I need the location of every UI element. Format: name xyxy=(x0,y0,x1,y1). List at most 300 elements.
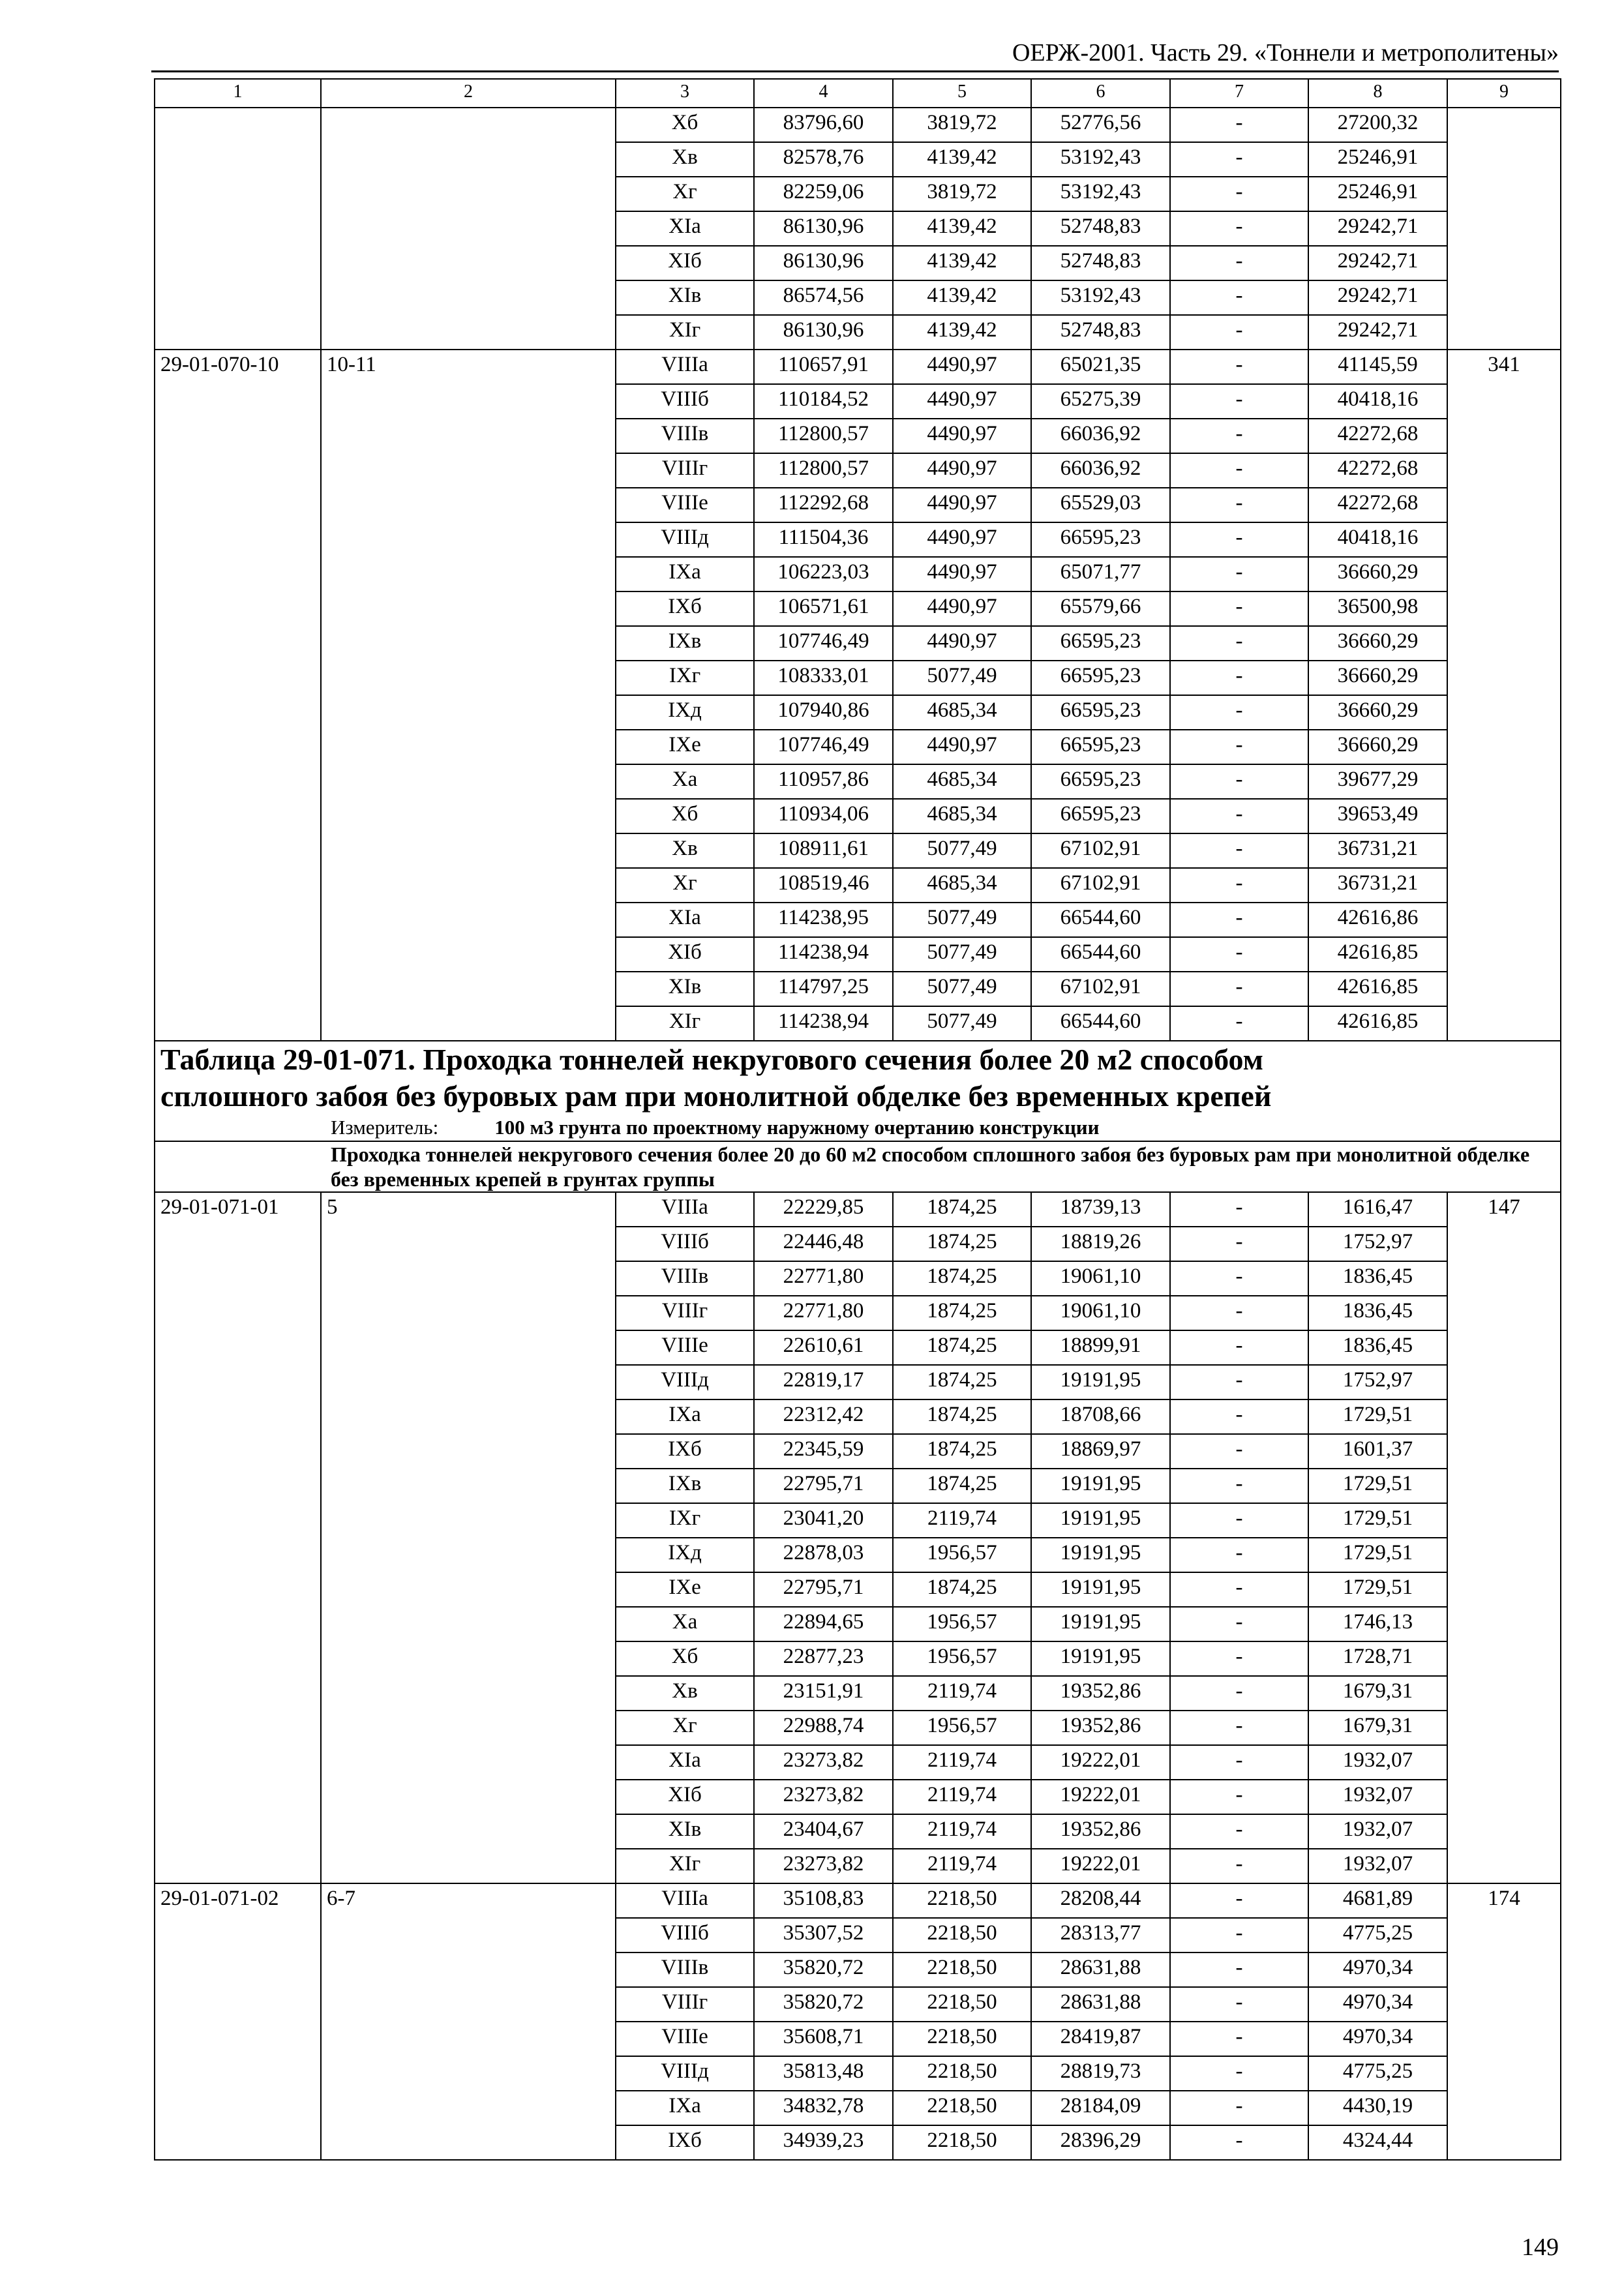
value-cell: 66595,23 xyxy=(1031,661,1170,695)
value-cell: - xyxy=(1170,1538,1308,1572)
table-row xyxy=(155,1192,1561,1227)
value-cell: - xyxy=(1170,2056,1308,2091)
value-cell: - xyxy=(1170,1572,1308,1607)
value-cell: 4430,19 xyxy=(1308,2091,1447,2125)
code-cell: 29-01-071-02 xyxy=(155,1883,321,2160)
value-cell: 2119,74 xyxy=(893,1745,1031,1780)
value-cell: 66595,23 xyxy=(1031,695,1170,730)
value-cell: 40418,16 xyxy=(1308,522,1447,557)
value-cell: - xyxy=(1170,211,1308,246)
value-cell: - xyxy=(1170,695,1308,730)
value-cell: - xyxy=(1170,1434,1308,1469)
value-cell: 1932,07 xyxy=(1308,1849,1447,1883)
value-cell: VIIIв xyxy=(616,1261,754,1296)
value-cell: XIг xyxy=(616,1006,754,1041)
value-cell: 4681,89 xyxy=(1308,1883,1447,1918)
value-cell: Ха xyxy=(616,764,754,799)
value-cell: - xyxy=(1170,1192,1308,1227)
value-cell: 1874,25 xyxy=(893,1261,1031,1296)
value-cell: 106223,03 xyxy=(754,557,893,591)
value-cell: 52748,83 xyxy=(1031,211,1170,246)
value-cell: VIIIг xyxy=(616,1296,754,1330)
table-title-row xyxy=(155,1041,1561,1141)
code-cell: 29-01-070-10 xyxy=(155,350,321,1041)
value-cell: VIIIа xyxy=(616,1883,754,1918)
value-cell: 66544,60 xyxy=(1031,903,1170,937)
col9-cell: 147 xyxy=(1447,1192,1561,1883)
column-number: 7 xyxy=(1170,79,1308,108)
value-cell: XIа xyxy=(616,211,754,246)
value-cell: 110184,52 xyxy=(754,384,893,419)
value-cell: VIIIб xyxy=(616,1227,754,1261)
value-cell: 108333,01 xyxy=(754,661,893,695)
value-cell: - xyxy=(1170,799,1308,833)
value-cell: - xyxy=(1170,246,1308,280)
value-cell: 2119,74 xyxy=(893,1503,1031,1538)
value-cell: 5077,49 xyxy=(893,937,1031,972)
value-cell: 4139,42 xyxy=(893,211,1031,246)
value-cell: - xyxy=(1170,1399,1308,1434)
value-cell: 1601,37 xyxy=(1308,1434,1447,1469)
value-cell: 2218,50 xyxy=(893,1883,1031,1918)
value-cell: 29242,71 xyxy=(1308,211,1447,246)
value-cell: 42272,68 xyxy=(1308,453,1447,488)
value-cell: 23151,91 xyxy=(754,1676,893,1711)
value-cell: - xyxy=(1170,2125,1308,2160)
value-cell: 1956,57 xyxy=(893,1607,1031,1641)
value-cell: IXг xyxy=(616,1503,754,1538)
value-cell: 4139,42 xyxy=(893,315,1031,350)
value-cell: 28184,09 xyxy=(1031,2091,1170,2125)
value-cell: IXе xyxy=(616,1572,754,1607)
value-cell: 5077,49 xyxy=(893,903,1031,937)
value-cell: 1729,51 xyxy=(1308,1469,1447,1503)
value-cell: Хв xyxy=(616,142,754,177)
table-row xyxy=(155,350,1561,384)
value-cell: 36731,21 xyxy=(1308,868,1447,903)
value-cell: 42616,85 xyxy=(1308,937,1447,972)
value-cell: 4490,97 xyxy=(893,522,1031,557)
value-cell: 4970,34 xyxy=(1308,1952,1447,1987)
value-cell: 1728,71 xyxy=(1308,1641,1447,1676)
value-cell: 22795,71 xyxy=(754,1572,893,1607)
value-cell: - xyxy=(1170,384,1308,419)
value-cell: 53192,43 xyxy=(1031,280,1170,315)
value-cell: 29242,71 xyxy=(1308,246,1447,280)
value-cell: 1956,57 xyxy=(893,1538,1031,1572)
value-cell: 19222,01 xyxy=(1031,1745,1170,1780)
value-cell: 23404,67 xyxy=(754,1814,893,1849)
value-cell: 3819,72 xyxy=(893,177,1031,211)
value-cell: - xyxy=(1170,661,1308,695)
value-cell: IXа xyxy=(616,557,754,591)
value-cell: IXа xyxy=(616,1399,754,1434)
value-cell: 22345,59 xyxy=(754,1434,893,1469)
value-cell: 42616,86 xyxy=(1308,903,1447,937)
value-cell: 19191,95 xyxy=(1031,1365,1170,1399)
value-cell: 28631,88 xyxy=(1031,1952,1170,1987)
value-cell: 4490,97 xyxy=(893,453,1031,488)
value-cell: 5077,49 xyxy=(893,1006,1031,1041)
rates-table xyxy=(154,78,1561,2161)
value-cell: VIIIв xyxy=(616,419,754,453)
value-cell: VIIIе xyxy=(616,1330,754,1365)
value-cell: 83796,60 xyxy=(754,108,893,142)
value-cell: 2218,50 xyxy=(893,2022,1031,2056)
value-cell: 4685,34 xyxy=(893,868,1031,903)
value-cell: 42272,68 xyxy=(1308,488,1447,522)
value-cell: 66544,60 xyxy=(1031,1006,1170,1041)
value-cell: IXб xyxy=(616,591,754,626)
value-cell: 23273,82 xyxy=(754,1745,893,1780)
value-cell: VIIIб xyxy=(616,384,754,419)
value-cell: 86574,56 xyxy=(754,280,893,315)
value-cell: - xyxy=(1170,903,1308,937)
value-cell: 52776,56 xyxy=(1031,108,1170,142)
value-cell: 114238,95 xyxy=(754,903,893,937)
column-number: 6 xyxy=(1031,79,1170,108)
value-cell: - xyxy=(1170,833,1308,868)
value-cell: 18708,66 xyxy=(1031,1399,1170,1434)
subtitle-row xyxy=(155,1141,1561,1192)
value-cell: - xyxy=(1170,1814,1308,1849)
value-cell: 86130,96 xyxy=(754,246,893,280)
value-cell: 42616,85 xyxy=(1308,972,1447,1006)
value-cell: 19191,95 xyxy=(1031,1572,1170,1607)
value-cell: 4970,34 xyxy=(1308,2022,1447,2056)
value-cell: 40418,16 xyxy=(1308,384,1447,419)
value-cell: - xyxy=(1170,1711,1308,1745)
value-cell: 19222,01 xyxy=(1031,1849,1170,1883)
value-cell: 1729,51 xyxy=(1308,1399,1447,1434)
value-cell: 4490,97 xyxy=(893,730,1031,764)
value-cell: - xyxy=(1170,1607,1308,1641)
value-cell: 35108,83 xyxy=(754,1883,893,1918)
measure-value: 100 м3 грунта по проектному наружному очертанию конструкции xyxy=(494,1116,1100,1139)
value-cell: 28208,44 xyxy=(1031,1883,1170,1918)
value-cell: 114238,94 xyxy=(754,1006,893,1041)
value-cell: 2119,74 xyxy=(893,1814,1031,1849)
value-cell: 2119,74 xyxy=(893,1849,1031,1883)
value-cell: IXе xyxy=(616,730,754,764)
value-cell: 107746,49 xyxy=(754,626,893,661)
value-cell: 66036,92 xyxy=(1031,453,1170,488)
value-cell: 53192,43 xyxy=(1031,142,1170,177)
value-cell: IXд xyxy=(616,1538,754,1572)
category-cell: 10-11 xyxy=(321,350,616,1041)
value-cell: 22312,42 xyxy=(754,1399,893,1434)
value-cell: 1752,97 xyxy=(1308,1227,1447,1261)
value-cell: 28313,77 xyxy=(1031,1918,1170,1952)
value-cell: - xyxy=(1170,1227,1308,1261)
value-cell: 53192,43 xyxy=(1031,177,1170,211)
value-cell: VIIIе xyxy=(616,488,754,522)
value-cell: - xyxy=(1170,522,1308,557)
value-cell: 1874,25 xyxy=(893,1572,1031,1607)
value-cell: 19191,95 xyxy=(1031,1607,1170,1641)
value-cell: 18739,13 xyxy=(1031,1192,1170,1227)
value-cell: VIIIд xyxy=(616,2056,754,2091)
value-cell: 1746,13 xyxy=(1308,1607,1447,1641)
value-cell: 4490,97 xyxy=(893,626,1031,661)
code-cell xyxy=(155,108,321,350)
value-cell: 114238,94 xyxy=(754,937,893,972)
value-cell: 111504,36 xyxy=(754,522,893,557)
value-cell: 4490,97 xyxy=(893,350,1031,384)
value-cell: 1729,51 xyxy=(1308,1503,1447,1538)
value-cell: 1932,07 xyxy=(1308,1745,1447,1780)
value-cell: 82578,76 xyxy=(754,142,893,177)
value-cell: 108911,61 xyxy=(754,833,893,868)
value-cell: 66595,23 xyxy=(1031,764,1170,799)
value-cell: XIа xyxy=(616,1745,754,1780)
value-cell: IXа xyxy=(616,2091,754,2125)
value-cell: VIIIа xyxy=(616,1192,754,1227)
value-cell: 29242,71 xyxy=(1308,315,1447,350)
value-cell: Ха xyxy=(616,1607,754,1641)
value-cell: 35307,52 xyxy=(754,1918,893,1952)
table-title-cell xyxy=(155,1041,1561,1141)
value-cell: 25246,91 xyxy=(1308,142,1447,177)
category-cell: 6-7 xyxy=(321,1883,616,2160)
value-cell: - xyxy=(1170,730,1308,764)
value-cell: 39653,49 xyxy=(1308,799,1447,833)
value-cell: - xyxy=(1170,1330,1308,1365)
value-cell: 67102,91 xyxy=(1031,868,1170,903)
value-cell: 66595,23 xyxy=(1031,522,1170,557)
value-cell: - xyxy=(1170,1006,1308,1041)
value-cell: 2218,50 xyxy=(893,1987,1031,2022)
value-cell: 22610,61 xyxy=(754,1330,893,1365)
value-cell: 34939,23 xyxy=(754,2125,893,2160)
value-cell: 112292,68 xyxy=(754,488,893,522)
value-cell: 82259,06 xyxy=(754,177,893,211)
value-cell: - xyxy=(1170,142,1308,177)
value-cell: 3819,72 xyxy=(893,108,1031,142)
value-cell: 2218,50 xyxy=(893,2125,1031,2160)
value-cell: 19352,86 xyxy=(1031,1711,1170,1745)
value-cell: 23273,82 xyxy=(754,1780,893,1814)
value-cell: - xyxy=(1170,1261,1308,1296)
value-cell: 4490,97 xyxy=(893,384,1031,419)
column-number: 2 xyxy=(321,79,616,108)
value-cell: XIб xyxy=(616,1780,754,1814)
value-cell: 22894,65 xyxy=(754,1607,893,1641)
value-cell: - xyxy=(1170,1849,1308,1883)
value-cell: - xyxy=(1170,937,1308,972)
value-cell: 28819,73 xyxy=(1031,2056,1170,2091)
header-rule xyxy=(151,70,1559,72)
value-cell: - xyxy=(1170,626,1308,661)
value-cell: - xyxy=(1170,2091,1308,2125)
value-cell: 5077,49 xyxy=(893,972,1031,1006)
column-number: 1 xyxy=(155,79,321,108)
value-cell: 19222,01 xyxy=(1031,1780,1170,1814)
value-cell: Хв xyxy=(616,833,754,868)
value-cell: 4970,34 xyxy=(1308,1987,1447,2022)
value-cell: 22771,80 xyxy=(754,1296,893,1330)
column-number: 9 xyxy=(1447,79,1561,108)
value-cell: 1679,31 xyxy=(1308,1711,1447,1745)
value-cell: 23273,82 xyxy=(754,1849,893,1883)
value-cell: - xyxy=(1170,1365,1308,1399)
value-cell: - xyxy=(1170,1745,1308,1780)
value-cell: 1874,25 xyxy=(893,1365,1031,1399)
value-cell: Хг xyxy=(616,1711,754,1745)
value-cell: 5077,49 xyxy=(893,833,1031,868)
value-cell: 1729,51 xyxy=(1308,1572,1447,1607)
value-cell: 110934,06 xyxy=(754,799,893,833)
value-cell: - xyxy=(1170,350,1308,384)
value-cell: 1874,25 xyxy=(893,1399,1031,1434)
value-cell: XIв xyxy=(616,280,754,315)
value-cell: 67102,91 xyxy=(1031,972,1170,1006)
value-cell: 19191,95 xyxy=(1031,1538,1170,1572)
value-cell: 18899,91 xyxy=(1031,1330,1170,1365)
value-cell: Хг xyxy=(616,177,754,211)
value-cell: 19061,10 xyxy=(1031,1261,1170,1296)
value-cell: - xyxy=(1170,453,1308,488)
value-cell: VIIIг xyxy=(616,1987,754,2022)
value-cell: 66595,23 xyxy=(1031,799,1170,833)
value-cell: - xyxy=(1170,1918,1308,1952)
value-cell: 52748,83 xyxy=(1031,315,1170,350)
value-cell: 19061,10 xyxy=(1031,1296,1170,1330)
value-cell: IXб xyxy=(616,1434,754,1469)
value-cell: - xyxy=(1170,557,1308,591)
value-cell: 65579,66 xyxy=(1031,591,1170,626)
table-title-line1: Таблица 29-01-071. Проходка тоннелей некругового сечения более 20 м2 способом xyxy=(160,1043,1263,1076)
value-cell: 86130,96 xyxy=(754,315,893,350)
value-cell: 19191,95 xyxy=(1031,1469,1170,1503)
value-cell: VIIIд xyxy=(616,1365,754,1399)
column-number: 5 xyxy=(893,79,1031,108)
value-cell: 22819,17 xyxy=(754,1365,893,1399)
value-cell: 36660,29 xyxy=(1308,557,1447,591)
value-cell: 1874,25 xyxy=(893,1434,1031,1469)
value-cell: Хб xyxy=(616,108,754,142)
value-cell: Хг xyxy=(616,868,754,903)
value-cell: 42272,68 xyxy=(1308,419,1447,453)
value-cell: - xyxy=(1170,419,1308,453)
value-cell: 4685,34 xyxy=(893,695,1031,730)
value-cell: 22795,71 xyxy=(754,1469,893,1503)
value-cell: 5077,49 xyxy=(893,661,1031,695)
value-cell: - xyxy=(1170,1883,1308,1918)
value-cell: 65275,39 xyxy=(1031,384,1170,419)
value-cell: IXб xyxy=(616,2125,754,2160)
value-cell: 34832,78 xyxy=(754,2091,893,2125)
value-cell: 36660,29 xyxy=(1308,695,1447,730)
value-cell: 18819,26 xyxy=(1031,1227,1170,1261)
value-cell: 39677,29 xyxy=(1308,764,1447,799)
value-cell: - xyxy=(1170,488,1308,522)
table-row xyxy=(155,1883,1561,1918)
value-cell: 2218,50 xyxy=(893,1918,1031,1952)
value-cell: 4490,97 xyxy=(893,557,1031,591)
value-cell: 19352,86 xyxy=(1031,1814,1170,1849)
value-cell: 2119,74 xyxy=(893,1780,1031,1814)
value-cell: 28631,88 xyxy=(1031,1987,1170,2022)
value-cell: 114797,25 xyxy=(754,972,893,1006)
value-cell: 1956,57 xyxy=(893,1711,1031,1745)
column-number-row xyxy=(155,79,1561,108)
value-cell: XIв xyxy=(616,1814,754,1849)
value-cell: - xyxy=(1170,1503,1308,1538)
value-cell: 1836,45 xyxy=(1308,1296,1447,1330)
value-cell: 107746,49 xyxy=(754,730,893,764)
value-cell: 65071,77 xyxy=(1031,557,1170,591)
value-cell: 1956,57 xyxy=(893,1641,1031,1676)
value-cell: 66036,92 xyxy=(1031,419,1170,453)
value-cell: IXв xyxy=(616,626,754,661)
value-cell: - xyxy=(1170,1641,1308,1676)
value-cell: XIа xyxy=(616,903,754,937)
value-cell: - xyxy=(1170,1676,1308,1711)
value-cell: 2218,50 xyxy=(893,2091,1031,2125)
value-cell: 36500,98 xyxy=(1308,591,1447,626)
value-cell: 36731,21 xyxy=(1308,833,1447,868)
value-cell: IXг xyxy=(616,661,754,695)
value-cell: 41145,59 xyxy=(1308,350,1447,384)
value-cell: XIг xyxy=(616,1849,754,1883)
value-cell: 22229,85 xyxy=(754,1192,893,1227)
value-cell: 4139,42 xyxy=(893,246,1031,280)
value-cell: 86130,96 xyxy=(754,211,893,246)
value-cell: 36660,29 xyxy=(1308,661,1447,695)
col9-cell: 341 xyxy=(1447,350,1561,1041)
value-cell: 29242,71 xyxy=(1308,280,1447,315)
value-cell: 4490,97 xyxy=(893,419,1031,453)
col9-cell: 174 xyxy=(1447,1883,1561,2160)
value-cell: 1874,25 xyxy=(893,1469,1031,1503)
value-cell: - xyxy=(1170,108,1308,142)
value-cell: 23041,20 xyxy=(754,1503,893,1538)
value-cell: 112800,57 xyxy=(754,453,893,488)
value-cell: 110657,91 xyxy=(754,350,893,384)
value-cell: 1932,07 xyxy=(1308,1780,1447,1814)
value-cell: - xyxy=(1170,280,1308,315)
value-cell: VIIIг xyxy=(616,453,754,488)
category-cell xyxy=(321,108,616,350)
value-cell: 22446,48 xyxy=(754,1227,893,1261)
value-cell: 1679,31 xyxy=(1308,1676,1447,1711)
value-cell: 1874,25 xyxy=(893,1330,1031,1365)
value-cell: Хб xyxy=(616,799,754,833)
subtitle-cell xyxy=(155,1141,1561,1192)
value-cell: 112800,57 xyxy=(754,419,893,453)
value-cell: 19191,95 xyxy=(1031,1503,1170,1538)
value-cell: 2119,74 xyxy=(893,1676,1031,1711)
value-cell: Хв xyxy=(616,1676,754,1711)
value-cell: 35820,72 xyxy=(754,1952,893,1987)
value-cell: 66595,23 xyxy=(1031,626,1170,661)
value-cell: 19352,86 xyxy=(1031,1676,1170,1711)
value-cell: 2218,50 xyxy=(893,2056,1031,2091)
value-cell: - xyxy=(1170,2022,1308,2056)
value-cell: VIIIв xyxy=(616,1952,754,1987)
value-cell: 18869,97 xyxy=(1031,1434,1170,1469)
value-cell: - xyxy=(1170,591,1308,626)
value-cell: 106571,61 xyxy=(754,591,893,626)
value-cell: - xyxy=(1170,764,1308,799)
value-cell: 107940,86 xyxy=(754,695,893,730)
value-cell: - xyxy=(1170,1987,1308,2022)
value-cell: 36660,29 xyxy=(1308,730,1447,764)
value-cell: - xyxy=(1170,177,1308,211)
value-cell: VIIIд xyxy=(616,522,754,557)
value-cell: 4324,44 xyxy=(1308,2125,1447,2160)
